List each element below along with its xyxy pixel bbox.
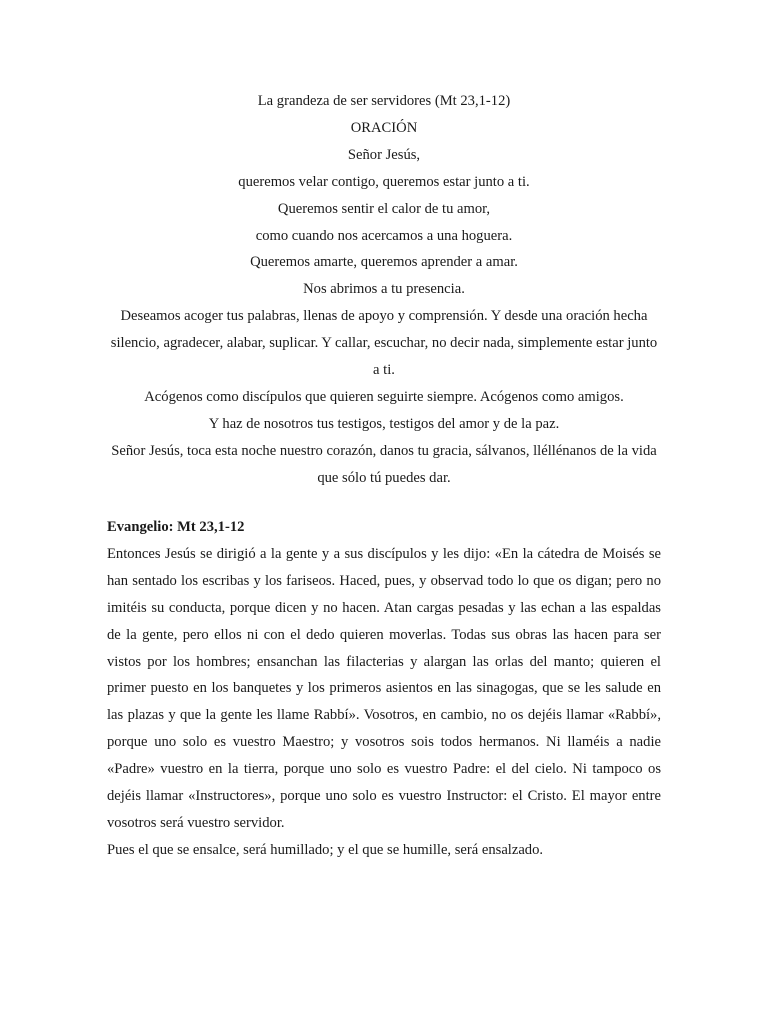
prayer-line: Queremos sentir el calor de tu amor, bbox=[277, 200, 491, 217]
prayer-line: Queremos amarte, queremos aprender a amar. bbox=[250, 254, 518, 271]
prayer-section bbox=[106, 88, 662, 492]
prayer-line: como cuando nos acercamos a una hoguera. bbox=[255, 227, 513, 244]
prayer-heading: ORACIÓN bbox=[350, 119, 418, 136]
prayer-line: Nos abrimos a tu presencia. bbox=[303, 281, 465, 298]
prayer-paragraph: Señor Jesús, toca esta noche nuestro corazón, danos tu gracia, sálvanos, lléllénanos de la vida que sólo tú puedes dar. bbox=[111, 442, 657, 486]
prayer-line: Acógenos como discípulos que quieren seguirte siempre. Acógenos como amigos. bbox=[144, 388, 624, 405]
gospel-heading: Evangelio: Mt 23,1-12 bbox=[107, 519, 245, 535]
document-title: La grandeza de ser servidores (Mt 23,1-12) bbox=[257, 93, 511, 109]
prayer-line: Y haz de nosotros tus testigos, testigos del amor y de la paz. bbox=[208, 415, 560, 432]
prayer-line: queremos velar contigo, queremos estar junto a ti. bbox=[238, 173, 530, 190]
prayer-line: Señor Jesús, bbox=[347, 146, 421, 163]
gospel-body: Entonces Jesús se dirigió a la gente y a sus discípulos y les dijo: «En la cátedra de Moisés se han sentado los escribas y los fariseos. Haced, pues, y observad todo lo que os digan; pero no imitéis su conducta, porque dicen y no hacen. Atan cargas pesadas y las echan a las espaldas de la gente, pero ellos ni con el dedo quieren moverlas. Todas sus obras las hacen para ser vistos por los hombres; ensanchan las filacterias y alargan las orlas del manto; quieren el primer puesto en los banquetes y los primeros asientos en las sinagogas, que se les salude en las plazas y que la gente les llame Rabbí». Vosotros, en cambio, no os dejéis llamar «Rabbí», porque uno solo es vuestro Maestro; y vosotros sois todos hermanos. Ni llaméis a nadie «Padre» vuestro en la tierra, porque uno solo es vuestro Padre: el del cielo. Ni tampoco os dejéis llamar «Instructores», porque uno solo es vuestro Instructor: el Cristo. El mayor entre vosotros será vuestro servidor. bbox=[107, 545, 661, 831]
prayer-paragraph: Deseamos acoger tus palabras, llenas de apoyo y comprensión. Y desde una oración hecha silencio, agradecer, alabar, suplicar. Y callar, escuchar, no decir nada, simplemente estar junto a ti. bbox=[110, 308, 658, 379]
gospel-section bbox=[107, 514, 661, 864]
gospel-closing: Pues el que se ensalce, será humillado; y el que se humille, será ensalzado. bbox=[107, 841, 544, 858]
